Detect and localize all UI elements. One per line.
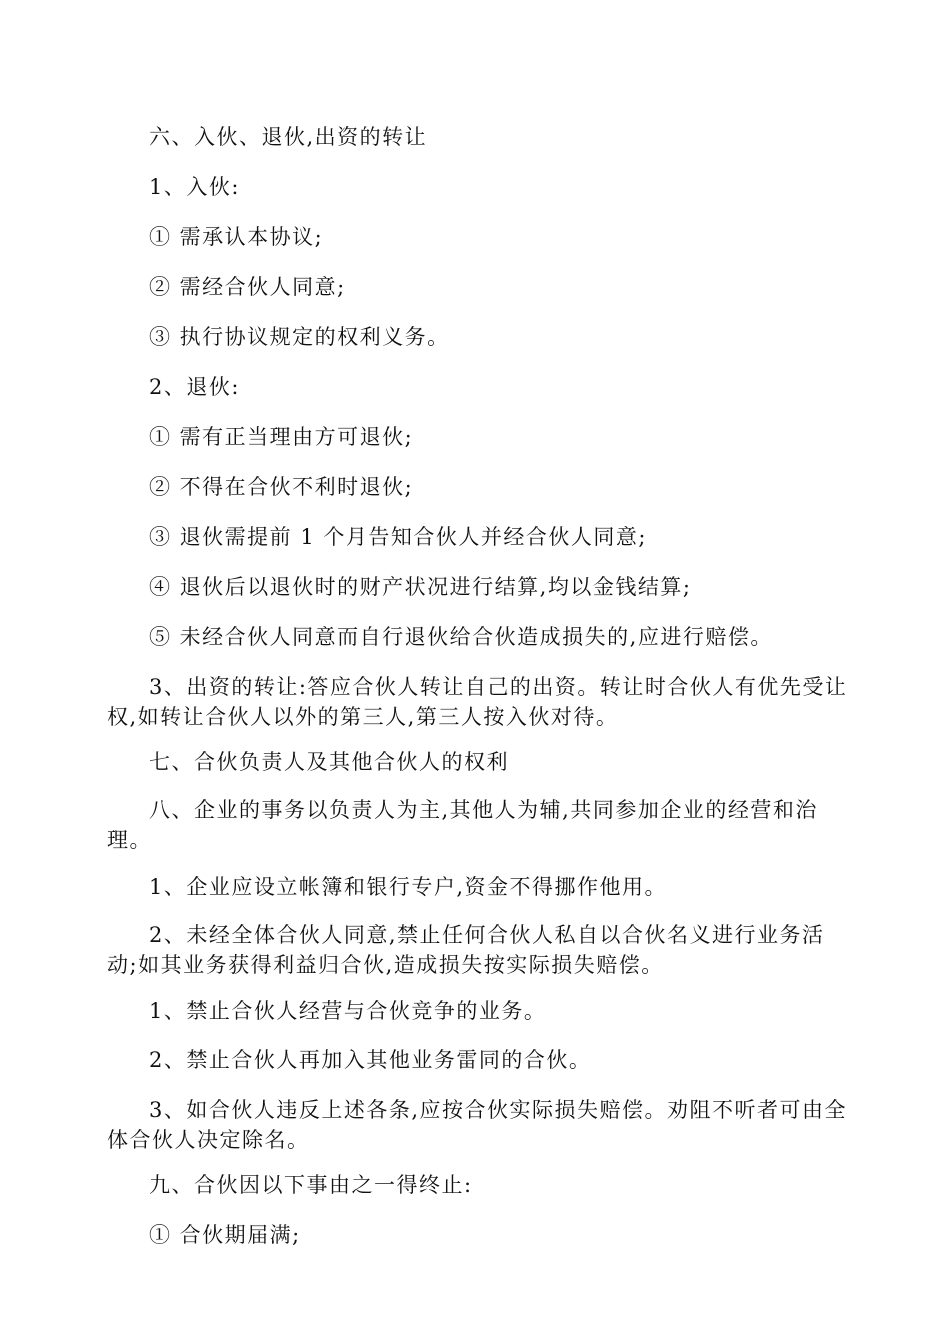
withdraw-heading: 2、退伙:: [149, 375, 240, 399]
join-item-3: ③ 执行协议规定的权利义务。: [149, 325, 450, 349]
withdraw-item-4: ④ 退伙后以退伙时的财产状况进行结算,均以金钱结算;: [149, 575, 692, 599]
withdraw-item-5: ⑤ 未经合伙人同意而自行退伙给合伙造成损失的,应进行赔偿。: [149, 625, 773, 649]
withdraw-item-3: ③ 退伙需提前 1 个月告知合伙人并经合伙人同意;: [149, 525, 647, 549]
section-6-heading: 六、入伙、退伙,出资的转让: [149, 125, 428, 149]
prohibition-item-2: 2、禁止合伙人再加入其他业务雷同的合伙。: [149, 1048, 592, 1072]
section-9-heading: 九、合伙因以下事由之一得终止:: [149, 1173, 473, 1197]
section-8-item-2: 2、未经全体合伙人同意,禁止任何合伙人私自以合伙名义进行业务活动;如其业务获得利益归合伙,造成损失按实际损失赔偿。: [107, 923, 825, 977]
prohibition-item-1: 1、禁止合伙人经营与合伙竞争的业务。: [149, 999, 547, 1023]
prohibition-item-3: 3、如合伙人违反上述各条,应按合伙实际损失赔偿。劝阻不听者可由全体合伙人决定除名。: [107, 1098, 848, 1152]
withdraw-item-2: ② 不得在合伙不利时退伙;: [149, 475, 414, 499]
section-8-paragraph: 八、企业的事务以负责人为主,其他人为辅,共同参加企业的经营和治理。: [107, 798, 818, 852]
section-7-heading: 七、合伙负责人及其他合伙人的权利: [149, 750, 509, 774]
join-partnership-heading: 1、入伙:: [149, 175, 240, 199]
capital-transfer-paragraph: 3、出资的转让:答应合伙人转让自己的出资。转让时合伙人有优先受让权,如转让合伙人以外的第三人,第三人按入伙对待。: [107, 675, 848, 729]
section-8-item-1: 1、企业应设立帐簿和银行专户,资金不得挪作他用。: [149, 875, 668, 899]
withdraw-item-1: ① 需有正当理由方可退伙;: [149, 425, 414, 449]
join-item-1: ① 需承认本协议;: [149, 225, 324, 249]
join-item-2: ② 需经合伙人同意;: [149, 275, 346, 299]
termination-item-1: ① 合伙期届满;: [149, 1223, 301, 1247]
